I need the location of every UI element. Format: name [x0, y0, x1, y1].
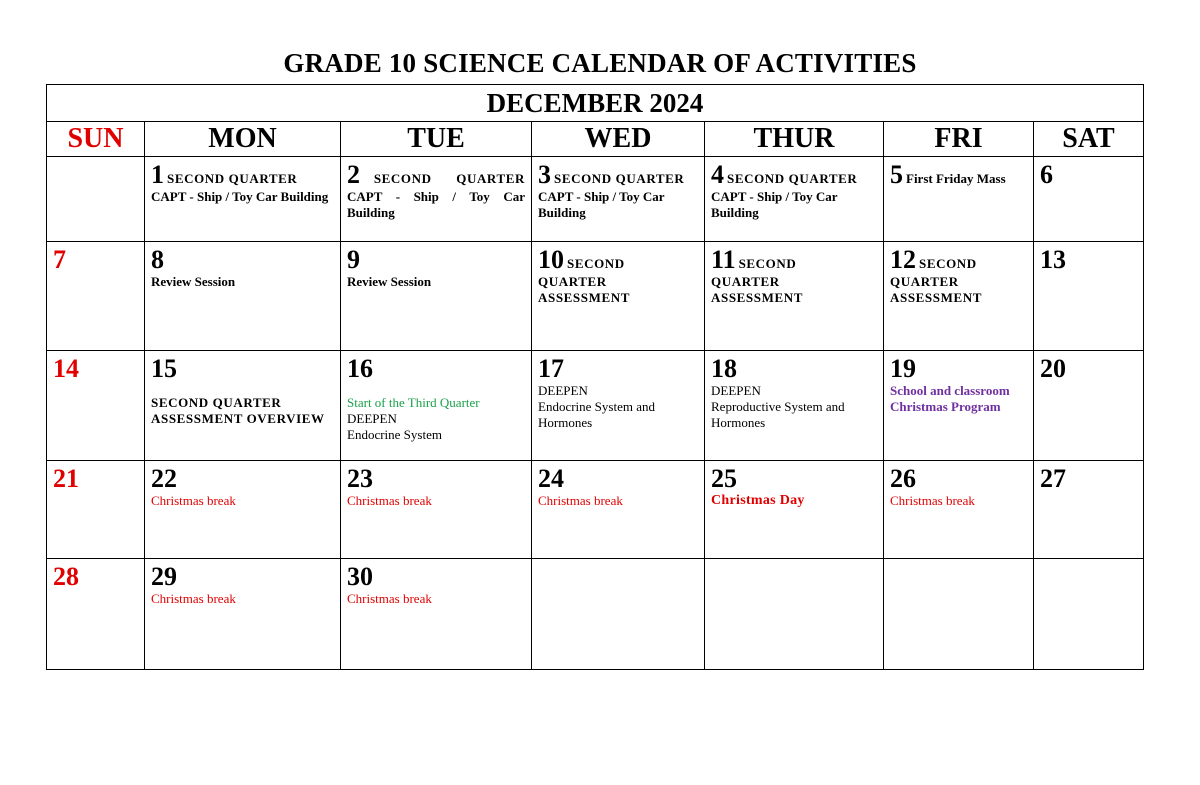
event-text: DEEPEN [538, 383, 588, 398]
day-cell-1 [145, 157, 341, 242]
day-number: 7 [53, 245, 66, 274]
day-cell-9 [341, 242, 532, 351]
day-cell-16 [341, 351, 532, 461]
day-cell-empty [884, 559, 1034, 670]
day-number: 4 [711, 160, 724, 189]
event-text: Endocrine System and [538, 399, 655, 414]
week-row-1 [47, 157, 1144, 242]
week-row-4 [47, 461, 1144, 559]
weekday-sun: SUN [47, 122, 145, 157]
day-cell-29 [145, 559, 341, 670]
event-text: Start of the Third Quarter [347, 395, 480, 410]
event-label: First Friday Mass [906, 171, 1006, 186]
day-number: 27 [1040, 464, 1066, 493]
month-header: DECEMBER 2024 [47, 85, 1144, 122]
event-label: SECOND QUARTER [727, 171, 858, 186]
event-label: SECOND [738, 256, 797, 271]
day-cell-8 [145, 242, 341, 351]
event-text: DEEPEN [711, 383, 761, 398]
day-cell-5 [884, 157, 1034, 242]
day-number: 9 [347, 245, 360, 274]
week-row-2 [47, 242, 1144, 351]
event-text: Christmas Program [890, 399, 1001, 414]
week-row-3 [47, 351, 1144, 461]
day-cell-4 [705, 157, 884, 242]
event-text: QUARTER [890, 274, 959, 289]
day-number: 25 [711, 464, 737, 493]
event-text: Christmas break [890, 493, 975, 508]
day-cell-19 [884, 351, 1034, 461]
event-text: QUARTER [711, 274, 780, 289]
day-number: 16 [347, 354, 373, 383]
event-text: ASSESSMENT OVERVIEW [151, 411, 325, 426]
day-cell-25 [705, 461, 884, 559]
day-number: 6 [1040, 160, 1053, 189]
event-text: ASSESSMENT [711, 290, 803, 305]
day-cell-21 [47, 461, 145, 559]
day-number: 17 [538, 354, 564, 383]
day-number: 22 [151, 464, 177, 493]
day-number: 20 [1040, 354, 1066, 383]
day-number: 28 [53, 562, 79, 591]
weekday-header-row [47, 122, 1144, 157]
weekday-thur: THUR [705, 122, 884, 157]
weekday-sat: SAT [1034, 122, 1144, 157]
weekday-fri: FRI [884, 122, 1034, 157]
day-cell-20 [1034, 351, 1144, 461]
day-number: 24 [538, 464, 564, 493]
weekday-wed: WED [532, 122, 705, 157]
day-number: 14 [53, 354, 79, 383]
event-text: CAPT - Ship / Toy Car Building [347, 189, 525, 220]
event-text: Endocrine System [347, 427, 442, 442]
event-label: SECOND [919, 256, 977, 271]
event-label: SECOND QUARTER [373, 171, 525, 186]
day-cell-23 [341, 461, 532, 559]
day-cell-28 [47, 559, 145, 670]
event-text: Review Session [347, 274, 432, 289]
event-text: Christmas break [347, 591, 432, 606]
day-cell-14 [47, 351, 145, 461]
day-number: 19 [890, 354, 916, 383]
day-cell-2 [341, 157, 532, 242]
day-number: 29 [151, 562, 177, 591]
week-row-5 [47, 559, 1144, 670]
day-number: 30 [347, 562, 373, 591]
calendar-table [46, 84, 1144, 670]
event-text: CAPT - Ship / Toy Car Building [151, 189, 329, 204]
day-cell-empty [47, 157, 145, 242]
event-text: Review Session [151, 274, 236, 289]
day-cell-12 [884, 242, 1034, 351]
day-number: 11 [711, 245, 736, 274]
weekday-tue: TUE [341, 122, 532, 157]
event-text: QUARTER [538, 274, 607, 289]
day-cell-11 [705, 242, 884, 351]
day-cell-15 [145, 351, 341, 461]
event-text: SECOND QUARTER [151, 395, 282, 410]
event-label: SECOND QUARTER [167, 171, 298, 186]
event-text: ASSESSMENT [538, 290, 630, 305]
day-number: 8 [151, 245, 164, 274]
event-text: Christmas break [151, 591, 236, 606]
day-number: 15 [151, 354, 177, 383]
day-cell-17 [532, 351, 705, 461]
day-number: 13 [1040, 245, 1066, 274]
event-text: Christmas break [151, 493, 236, 508]
day-cell-6 [1034, 157, 1144, 242]
day-cell-26 [884, 461, 1034, 559]
day-number: 2 [347, 160, 360, 189]
event-text: CAPT - Ship / Toy Car Building [711, 189, 838, 220]
event-text: CAPT - Ship / Toy Car Building [538, 189, 665, 220]
event-label: SECOND QUARTER [554, 171, 685, 186]
day-number: 12 [890, 245, 916, 274]
event-text: School and classroom [890, 383, 1010, 398]
day-cell-13 [1034, 242, 1144, 351]
day-cell-18 [705, 351, 884, 461]
event-text: DEEPEN [347, 411, 397, 426]
day-cell-empty [705, 559, 884, 670]
day-cell-27 [1034, 461, 1144, 559]
day-cell-22 [145, 461, 341, 559]
event-text: Hormones [711, 415, 766, 430]
event-text: Hormones [538, 415, 593, 430]
day-cell-empty [532, 559, 705, 670]
event-text: Reproductive System and [711, 399, 845, 414]
day-cell-7 [47, 242, 145, 351]
event-text: Christmas break [347, 493, 432, 508]
weekday-mon: MON [145, 122, 341, 157]
day-cell-30 [341, 559, 532, 670]
day-cell-3 [532, 157, 705, 242]
day-number: 3 [538, 160, 551, 189]
calendar-title: GRADE 10 SCIENCE CALENDAR OF ACTIVITIES [283, 48, 917, 78]
event-text: Christmas Day [711, 493, 805, 508]
day-number: 26 [890, 464, 916, 493]
day-number: 23 [347, 464, 373, 493]
event-text: Christmas break [538, 493, 623, 508]
day-cell-24 [532, 461, 705, 559]
event-text: ASSESSMENT [890, 290, 982, 305]
event-label: SECOND [567, 256, 625, 271]
day-cell-10 [532, 242, 705, 351]
day-number: 10 [538, 245, 564, 274]
day-number: 18 [711, 354, 737, 383]
day-cell-empty [1034, 559, 1144, 670]
day-number: 5 [890, 160, 903, 189]
day-number: 1 [151, 160, 164, 189]
day-number: 21 [53, 464, 79, 493]
